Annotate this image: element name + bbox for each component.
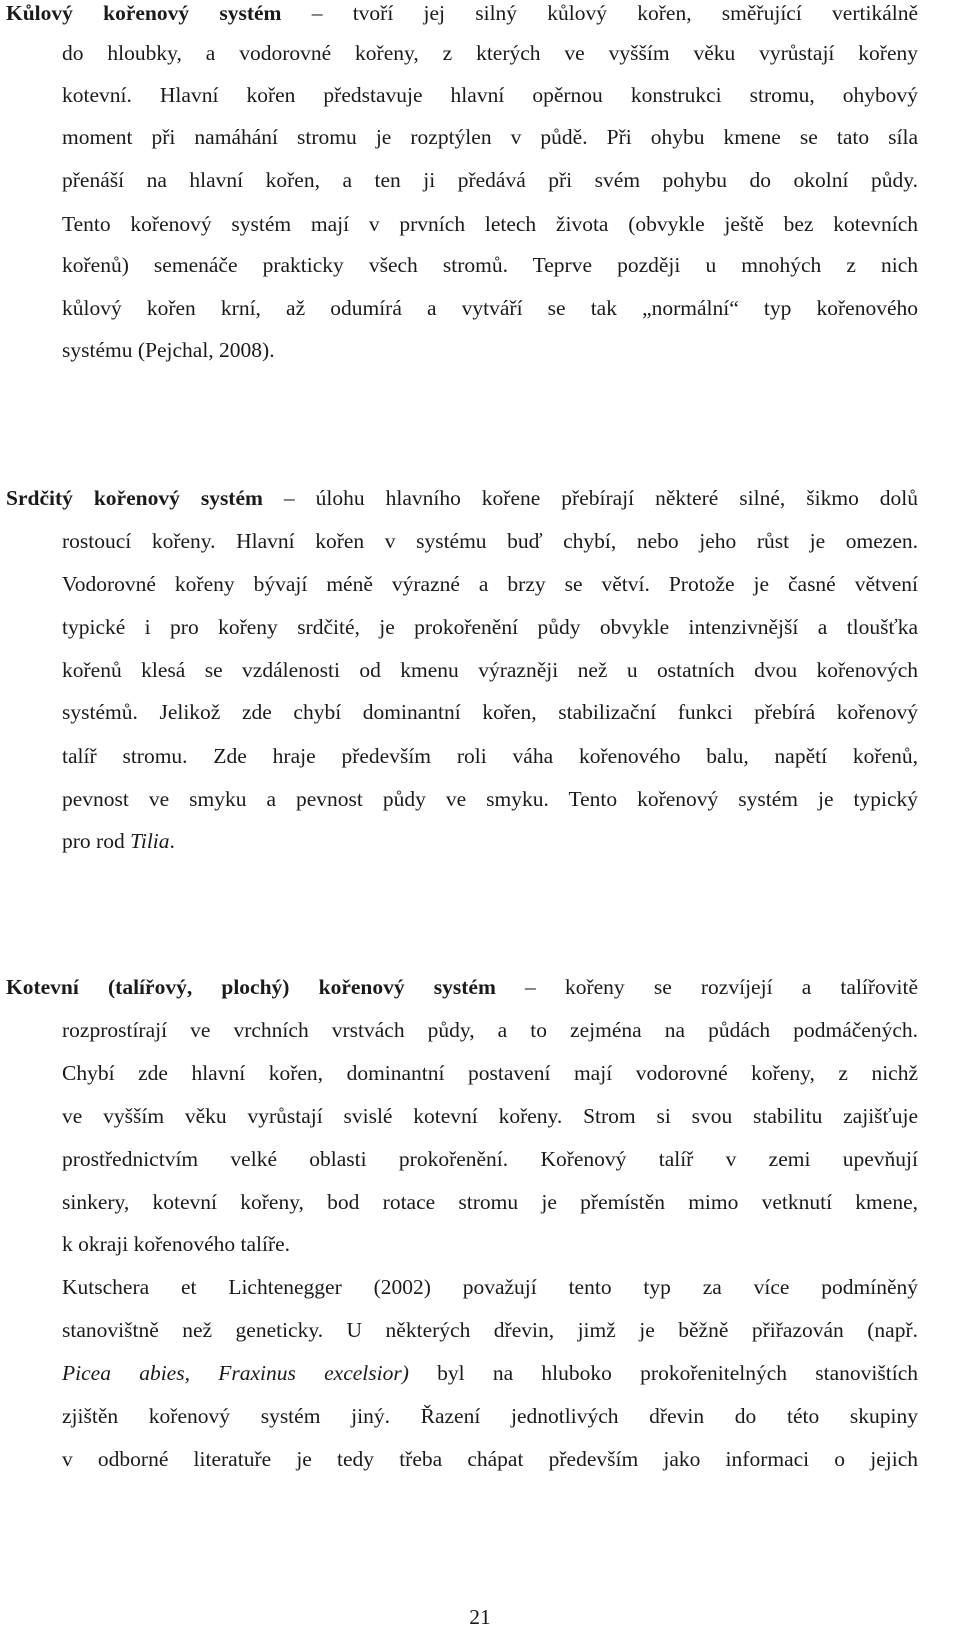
paragraph-anchor-root-line-4: ve vyšším věku vyrůstají svislé kotevní kořeny. Strom si svou stabilitu zajišťuje — [62, 1104, 918, 1128]
text-span: úlohu hlavního kořene přebírají některé silné, šikmo dolů — [315, 486, 919, 510]
paragraph-kutschera-line-1: Kutschera et Lichtenegger (2002) považují tento typ za více podmíněný — [62, 1275, 918, 1299]
text-span: kořeny se rozvíjejí a talířovitě — [564, 975, 919, 999]
term-anchor-root-system: Kotevní (talířový, plochý) kořenový systém — [6, 975, 496, 999]
paragraph-taproot-line-8: kůlový kořen krní, až odumírá a vytváří se tak „normální“ typ kořenového — [62, 296, 918, 320]
paragraph-taproot-line-3: kotevní. Hlavní kořen představuje hlavní opěrnou konstrukci stromu, ohybový — [62, 83, 918, 107]
paragraph-heart-root-line-4: typické i pro kořeny srdčité, je prokořenění půdy obvykle intenzivnější a tloušťka — [62, 615, 918, 639]
paragraph-kutschera-line-5: v odborné literatuře je tedy třeba chápat především jako informaci o jejich — [62, 1447, 918, 1471]
dash: – — [283, 486, 295, 510]
term-taproot-system: Kůlový kořenový systém — [6, 1, 282, 25]
paragraph-taproot-line-6: Tento kořenový systém mají v prvních letech života (obvykle ještě bez kotevních — [62, 212, 918, 236]
paragraph-anchor-root-line-5: prostřednictvím velké oblasti prokořenění. Kořenový talíř v zemi upevňují — [62, 1147, 918, 1171]
species-names: Picea abies, Fraxinus excelsior) — [62, 1361, 409, 1385]
term-heart-root-system: Srdčitý kořenový systém — [6, 486, 263, 510]
paragraph-heart-root-line-6: systémů. Jelikož zde chybí dominantní kořen, stabilizační funkci přebírá kořenový — [62, 700, 918, 724]
paragraph-anchor-root-line-6: sinkery, kotevní kořeny, bod rotace stromu je přemístěn mimo vetknutí kmene, — [62, 1190, 918, 1214]
text-span: . — [169, 829, 175, 853]
paragraph-taproot-line-2: do hloubky, a vodorovné kořeny, z kterých ve vyšším věku vyrůstají kořeny — [62, 41, 918, 65]
paragraph-heart-root-line-3: Vodorovné kořeny bývají méně výrazné a brzy se větví. Protože je časné větvení — [62, 572, 918, 596]
text-span: pro rod — [62, 829, 131, 853]
paragraph-anchor-root-line-7: k okraji kořenového talíře. — [62, 1232, 291, 1256]
genus-tilia: Tilia — [130, 829, 170, 853]
paragraph-taproot-line-1 — [6, 0, 918, 32]
paragraph-heart-root-line-9 — [62, 822, 918, 860]
paragraph-taproot-line-9: systému (Pejchal, 2008). — [62, 338, 275, 362]
paragraph-heart-root-line-8: pevnost ve smyku a pevnost půdy ve smyku. Tento kořenový systém je typický — [62, 787, 918, 811]
text-span: byl na hluboko prokořenitelných stanovištích — [437, 1361, 918, 1385]
paragraph-heart-root-line-1 — [6, 479, 918, 517]
paragraph-anchor-root-line-2: rozprostírají ve vrchních vrstvách půdy, a to zejména na půdách podmáčených. — [62, 1018, 918, 1042]
page-number: 21 — [469, 1605, 491, 1629]
dash: – — [525, 975, 536, 999]
paragraph-heart-root-line-5: kořenů klesá se vzdálenosti od kmenu výrazněji než u ostatních dvou kořenových — [62, 658, 918, 682]
paragraph-heart-root-line-2: rostoucí kořeny. Hlavní kořen v systému buď chybí, nebo jeho růst je omezen. — [62, 529, 918, 553]
paragraph-kutschera-line-3 — [62, 1354, 918, 1392]
paragraph-anchor-root-line-1 — [6, 968, 918, 1006]
paragraph-kutschera-line-2: stanovištně než geneticky. U některých dřevin, jimž je běžně přiřazován (např. — [62, 1318, 918, 1342]
paragraph-heart-root-line-7: talíř stromu. Zde hraje především roli váha kořenového balu, napětí kořenů, — [62, 744, 918, 768]
paragraph-kutschera-line-4: zjištěn kořenový systém jiný. Řazení jednotlivých dřevin do této skupiny — [62, 1404, 918, 1428]
text-span: tvoří jej silný kůlový kořen, směřující vertikálně — [352, 1, 918, 25]
paragraph-anchor-root-line-3: Chybí zde hlavní kořen, dominantní postavení mají vodorovné kořeny, z nichž — [62, 1061, 918, 1085]
dash: – — [311, 1, 323, 25]
paragraph-taproot-line-5: přenáší na hlavní kořen, a ten ji předává při svém pohybu do okolní půdy. — [62, 168, 918, 192]
paragraph-taproot-line-7: kořenů) semenáče prakticky všech stromů. Teprve později u mnohých z nich — [62, 253, 918, 277]
paragraph-taproot-line-4: moment při namáhání stromu je rozptýlen v půdě. Při ohybu kmene se tato síla — [62, 125, 918, 149]
